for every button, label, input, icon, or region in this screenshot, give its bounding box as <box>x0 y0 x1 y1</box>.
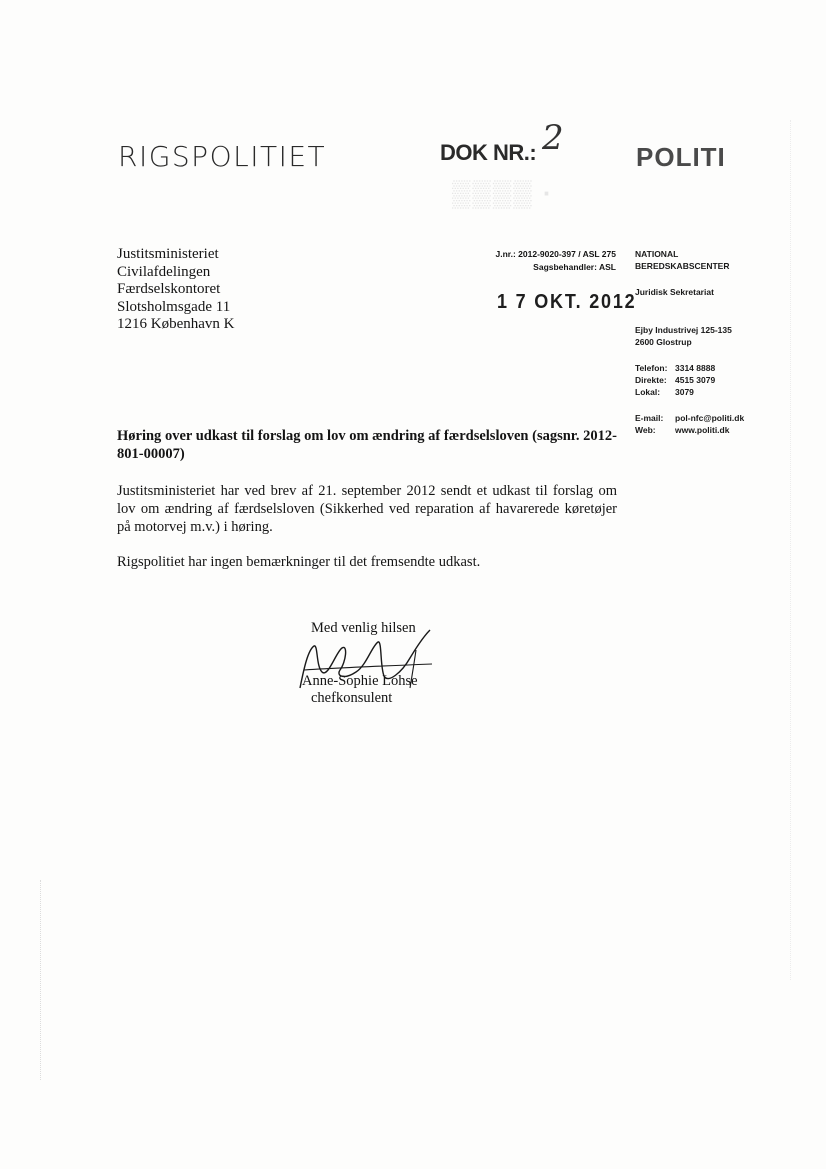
dok-number-handwritten: 2 <box>542 118 564 158</box>
closing-phrase: Med venlig hilsen <box>311 620 416 636</box>
contact-label: E-mail: <box>635 413 664 423</box>
sender-address <box>635 324 775 348</box>
phone-block <box>635 362 775 398</box>
department-block <box>635 248 775 272</box>
case-handler: Sagsbehandler: ASL <box>533 262 616 272</box>
contact-value: 3079 <box>675 387 694 397</box>
address-line: 2600 Glostrup <box>635 337 692 347</box>
recipient-line: Slotsholmsgade 11 <box>117 298 231 315</box>
address-line: Ejby Industrivej 125-135 <box>635 325 732 335</box>
scan-margin-artifact <box>40 880 42 1080</box>
contact-row <box>635 412 775 424</box>
org-name: RIGSPOLITIET <box>118 140 327 173</box>
contact-label: Telefon: <box>635 363 668 373</box>
body-paragraph: Rigspolitiet har ingen bemærkninger til det fremsendte udkast. <box>117 554 481 570</box>
faded-stamp: ▒▒▒▒ · <box>452 178 554 208</box>
dept-line: NATIONAL <box>635 249 679 259</box>
dept-line: BEREDSKABSCENTER <box>635 261 730 271</box>
contact-row <box>635 362 775 374</box>
contact-label: Lokal: <box>635 387 661 397</box>
sender-sidebar <box>635 248 775 450</box>
recipient-line: Civilafdelingen <box>117 263 211 280</box>
signer-title: chefkonsulent <box>311 690 393 706</box>
signer-name: Anne-Sophie Lohse <box>302 673 418 689</box>
contact-label: Direkte: <box>635 375 667 385</box>
date-stamp: 1 7 OKT. 2012 <box>497 291 637 313</box>
letter-subject: Høring over udkast til forslag om lov om ændring af færdselsloven (sagsnr. 2012-801-00007) <box>117 428 617 462</box>
dok-label: DOK NR.: <box>440 140 537 165</box>
online-block <box>635 412 775 436</box>
contact-value: 4515 3079 <box>675 375 716 385</box>
reference-block <box>440 248 616 274</box>
email-value: pol-nfc@politi.dk <box>675 413 745 423</box>
contact-label: Web: <box>635 425 656 435</box>
recipient-line: 1216 København K <box>117 316 235 332</box>
politi-logo: POLITI <box>636 142 726 172</box>
body-paragraph: Justitsministeriet har ved brev af 21. september 2012 sendt et udkast til forslag om lov om ændring af færdselsloven (Sikkerhed ved reparation af havarerede køretøjer på motorvej m.v.) i høring. <box>117 483 617 535</box>
recipient-address <box>117 246 234 334</box>
recipient-line: Justitsministeriet <box>117 246 219 262</box>
contact-row <box>635 386 775 398</box>
recipient-line: Færdselskontoret <box>117 281 221 297</box>
contact-row <box>635 424 775 436</box>
section-name: Juridisk Sekretariat <box>635 287 714 297</box>
web-value: www.politi.dk <box>675 425 730 435</box>
journal-number: J.nr.: 2012-9020-397 / ASL 275 <box>495 249 616 259</box>
contact-value: 3314 8888 <box>675 363 716 373</box>
scan-margin-artifact <box>790 120 792 980</box>
contact-row <box>635 374 775 386</box>
